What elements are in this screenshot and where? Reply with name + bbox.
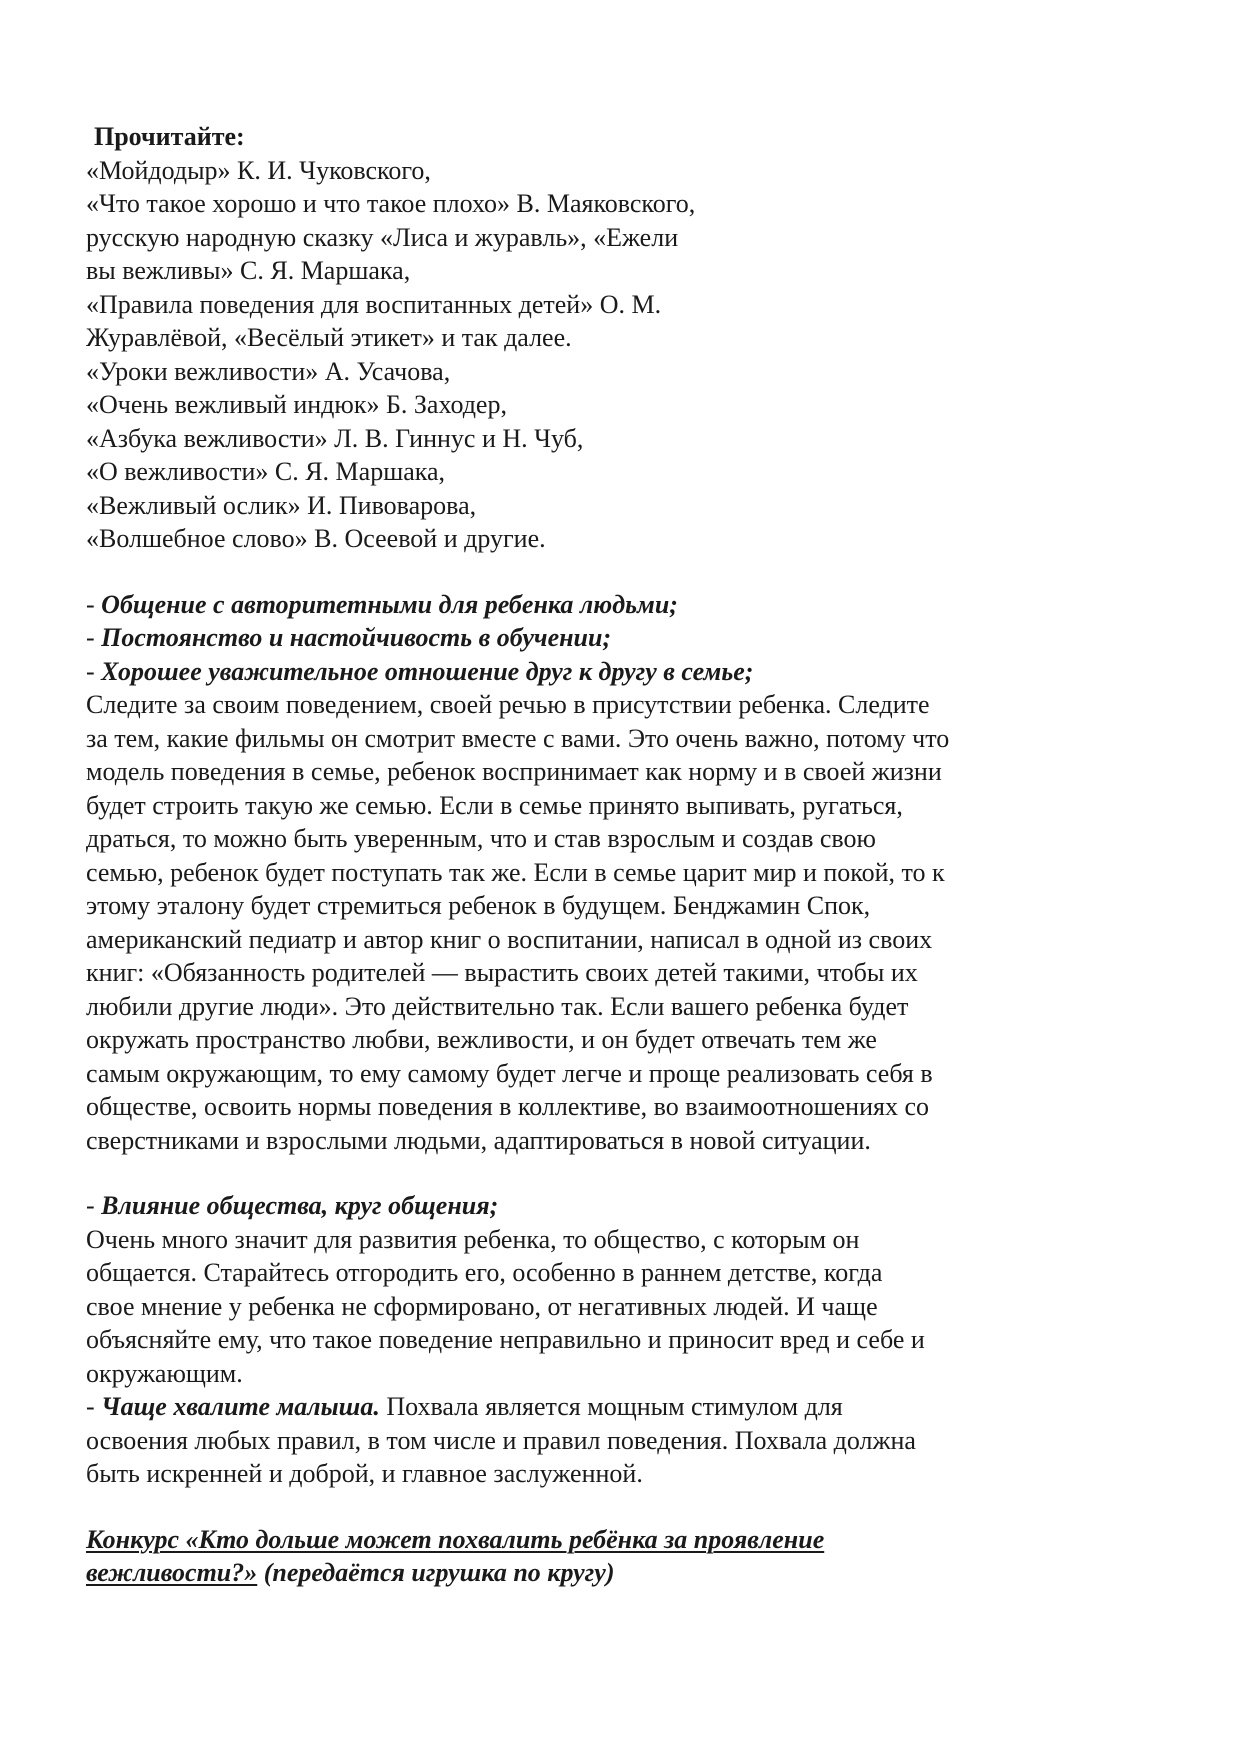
document-page: [86, 120, 1086, 1590]
spacer: [86, 556, 1086, 588]
paragraph-line: Очень много значит для развития ребенка, то общество, с которым он: [86, 1224, 860, 1254]
advice-point-text: Хорошее уважительное отношение друг к другу в семье;: [101, 656, 754, 686]
praise-point-bold: Чаще хвалите малыша.: [101, 1392, 380, 1421]
reading-list-line: «Правила поведения для воспитанных детей» О. М.: [86, 289, 662, 319]
paragraph-line: драться, то можно быть уверенным, что и став взрослым и создав свою: [86, 824, 876, 853]
paragraph-line: будет строить такую же семью. Если в семье принято выпивать, ругаться,: [86, 790, 903, 820]
paragraph-line: быть искренней и доброй, и главное заслуженной.: [86, 1459, 643, 1488]
paragraph-line: книг: «Обязанность родителей — вырастить своих детей такими, чтобы их: [86, 958, 918, 987]
paragraph-line: американский педиатр и автор книг о воспитании, написал в одной из своих: [86, 924, 933, 954]
contest-title-underlined: Конкурс «Кто дольше может похвалить ребёнка за проявление: [86, 1524, 825, 1554]
reading-list-line: «Азбука вежливости» Л. В. Гиннус и Н. Чуб,: [86, 423, 584, 453]
contest-note: (передаётся игрушка по кругу): [257, 1558, 615, 1587]
paragraph-line: Следите за своим поведением, своей речью в присутствии ребенка. Следите: [86, 690, 930, 719]
reading-list-line: «Вежливый ослик» И. Пивоварова,: [86, 490, 477, 520]
dash: -: [86, 1392, 102, 1421]
paragraph-line: за тем, какие фильмы он смотрит вместе с вами. Это очень важно, потому что: [86, 723, 950, 753]
reading-list-line: «Очень вежливый индюк» Б. Заходер,: [86, 390, 507, 419]
reading-list-heading: Прочитайте:: [94, 122, 245, 151]
paragraph-line: модель поведения в семье, ребенок воспринимает как норму и в своей жизни: [86, 757, 942, 786]
dash: -: [86, 623, 102, 652]
reading-list-line: «О вежливости» С. Я. Маршака,: [86, 457, 446, 486]
dash: -: [86, 589, 102, 619]
advice-point-text: Влияние общества, круг общения;: [101, 1191, 499, 1220]
praise-point-rest: Похвала является мощным стимулом для: [379, 1392, 843, 1421]
paragraph-line: общается. Старайтесь отгородить его, особенно в раннем детстве, когда: [86, 1258, 883, 1287]
paragraph-line: свое мнение у ребенка не сформировано, от негативных людей. И чаще: [86, 1291, 878, 1321]
paragraph-line: освоения любых правил, в том числе и правил поведения. Похвала должна: [86, 1425, 916, 1455]
contest-title-line: [86, 1523, 1086, 1557]
paragraph-line: обществе, освоить нормы поведения в коллективе, во взаимоотношениях со: [86, 1092, 929, 1121]
paragraph-line: семью, ребенок будет поступать так же. Если в семье царит мир и покой, то к: [86, 857, 945, 887]
advice-point: [86, 621, 1086, 655]
spacer: [86, 1157, 1086, 1189]
paragraph-line: окружающим.: [86, 1358, 243, 1388]
dash: -: [86, 1191, 102, 1220]
contest-title-underlined: вежливости?»: [86, 1558, 258, 1587]
reading-list-line: Журавлёвой, «Весёлый этикет» и так далее.: [86, 323, 572, 352]
paragraph-line: любили другие люди». Это действительно так. Если вашего ребенка будет: [86, 991, 909, 1021]
reading-list-line: «Волшебное слово» В. Осеевой и другие.: [86, 524, 546, 553]
paragraph-line: окружать пространство любви, вежливости, и он будет отвечать тем же: [86, 1025, 877, 1054]
society-section: [86, 1189, 1086, 1491]
dash: -: [86, 656, 102, 686]
praise-point: [86, 1390, 1086, 1424]
paragraph-line: самым окружающим, то ему самому будет легче и проще реализовать себя в: [86, 1058, 933, 1088]
contest-section: [86, 1523, 1086, 1590]
advice-point-text: Постоянство и настойчивость в обучении;: [101, 623, 612, 652]
reading-list-line: «Мойдодыр» К. И. Чуковского,: [86, 155, 431, 185]
advice-point-text: Общение с авторитетными для ребенка людьми;: [101, 589, 678, 619]
reading-list-section: [86, 120, 1086, 556]
advice-point: [86, 588, 1086, 622]
contest-title-line: [86, 1556, 1086, 1590]
advice-point: [86, 655, 1086, 689]
reading-list-line: «Что такое хорошо и что такое плохо» В. Маяковского,: [86, 189, 696, 218]
paragraph-line: сверстниками и взрослыми людьми, адаптироваться в новой ситуации.: [86, 1125, 871, 1155]
family-section: [86, 588, 1086, 1158]
paragraph-line: этому эталону будет стремиться ребенок в будущем. Бенджамин Спок,: [86, 891, 871, 920]
reading-list-line: русскую народную сказку «Лиса и журавль», «Ежели: [86, 222, 679, 252]
reading-list-line: вы вежливы» С. Я. Маршака,: [86, 256, 411, 285]
spacer: [86, 1491, 1086, 1523]
advice-point: [86, 1189, 1086, 1223]
paragraph-line: объясняйте ему, что такое поведение неправильно и приносит вред и себе и: [86, 1325, 925, 1354]
reading-list-line: «Уроки вежливости» А. Усачова,: [86, 356, 451, 386]
